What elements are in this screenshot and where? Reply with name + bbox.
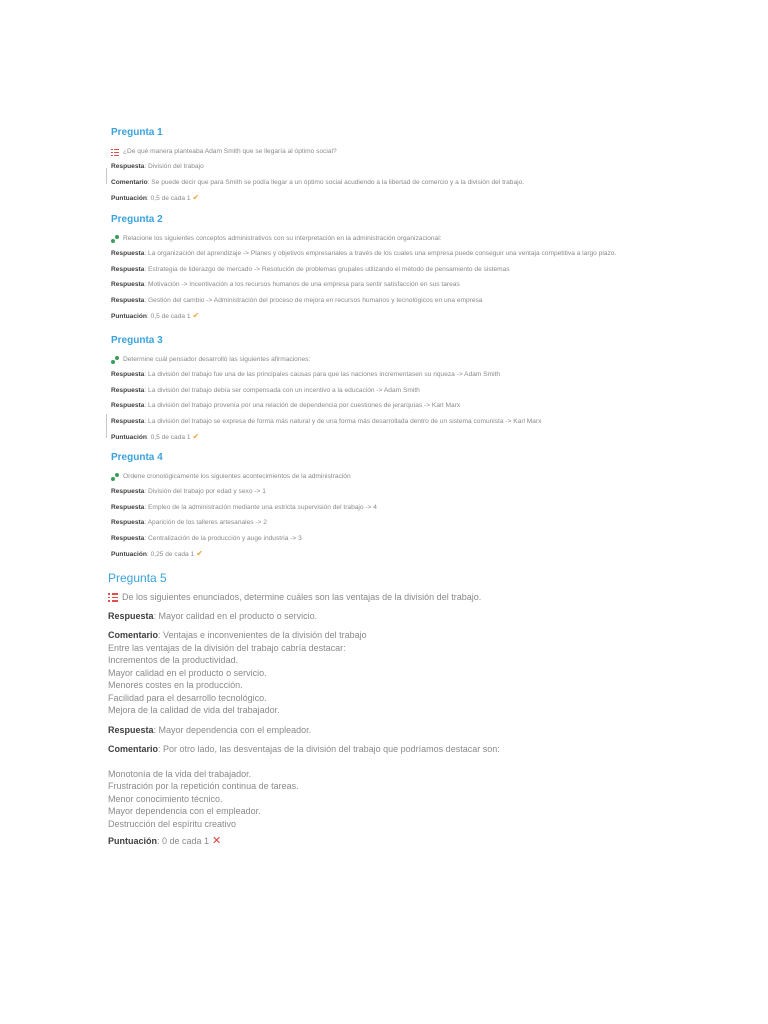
answer-text: : La división del trabajo se expresa de forma más natural y de una forma más desarrollada dentro de un sistema comunista -> Karl Marx (144, 417, 542, 425)
answer-row (111, 383, 671, 398)
answer-label: Respuesta (111, 371, 145, 379)
score-label: Puntuación (111, 195, 147, 203)
question-title: Pregunta 4 (111, 452, 163, 463)
question-2 (111, 213, 671, 324)
comment-label: Comentario (111, 178, 148, 186)
link-icon (111, 356, 119, 364)
link-icon (111, 473, 119, 481)
question-prompt (111, 352, 671, 367)
question-title: Pregunta 5 (108, 571, 167, 585)
answer-row (111, 367, 671, 382)
comment-line: Menores costes en la producción. (108, 680, 243, 690)
answer-row (111, 484, 671, 499)
answer-label: Respuesta (111, 519, 145, 527)
comment-label: Comentario (108, 744, 159, 754)
prompt-text: Determine cuál pensador desarrolló las siguientes afirmaciones: (123, 356, 311, 363)
answer-row (108, 724, 708, 737)
answer-text: : Estrategia de liderazgo de mercado -> Resolución de problemas grupales utilizando el método de pensamiento de sistemas (144, 265, 510, 273)
answer-row (111, 159, 671, 174)
check-icon: ✔ (192, 193, 200, 203)
answer-row (111, 500, 671, 515)
score-label: Puntuación (108, 836, 157, 846)
score-row (111, 308, 671, 324)
cross-icon: ✕ (212, 835, 222, 847)
answer-row (111, 515, 671, 530)
answer-text: : La división del trabajo provenía por una relación de dependencia por cuestiones de jerarquías -> Karl Marx (144, 402, 461, 410)
answer-text: : La organización del aprendizaje -> Planes y objetivos empresariales a través de los cuales una empresa puede conseguir una ventaja competitiva a largo plazo. (144, 250, 617, 258)
answer-label: Respuesta (111, 534, 145, 542)
section-marker (106, 168, 107, 184)
answer-text: : La división del trabajo debía ser compensada con un incentivo a la educación -> Adam Smith (144, 386, 420, 394)
answer-row (111, 414, 671, 429)
comment-line: Frustración por la repetición continua de tareas. (108, 781, 299, 791)
score-text: : 0 de cada 1 (157, 836, 210, 846)
comment-text: : Ventajas e inconvenientes de la división del trabajo (158, 630, 367, 640)
comment-line: Menor conocimiento técnico. (108, 793, 223, 804)
question-title: Pregunta 2 (111, 214, 163, 225)
answer-text: : Mayor dependencia con el empleador. (153, 724, 312, 735)
question-prompt (108, 591, 708, 604)
question-3 (111, 334, 671, 445)
question-title: Pregunta 1 (111, 127, 163, 138)
answer-label: Respuesta (111, 503, 145, 511)
answer-label: Respuesta (111, 402, 145, 410)
comment-line: Destrucción del espíritu creativo (108, 818, 237, 829)
prompt-text: De los siguientes enunciados, determine cuáles son las ventajas de la división del trabajo. (122, 592, 482, 602)
score-label: Puntuación (111, 313, 147, 321)
answer-text: : División del trabajo (144, 163, 204, 171)
answer-label: Respuesta (111, 250, 145, 258)
answer-text: : Empleo de la administración mediante una estricta supervisión del trabajo -> 4 (144, 503, 377, 511)
question-4 (111, 451, 671, 562)
score-text: : 0,5 de cada 1 (146, 313, 191, 321)
comment-line: Mayor dependencia con el empleador. (108, 806, 261, 816)
comment-line: Mayor calidad en el producto o servicio. (108, 667, 267, 678)
list-icon (111, 148, 119, 156)
comment-text: : Por otro lado, las desventajas de la división del trabajo que podríamos destacar son: (158, 744, 500, 754)
prompt-text: Ordene cronológicamente los siguientes acontecimientos de la administración (123, 473, 351, 480)
check-icon: ✔ (196, 549, 203, 559)
score-text: : 0,5 de cada 1 (146, 195, 191, 203)
answer-row (111, 398, 671, 413)
question-1 (111, 126, 671, 207)
answer-row (111, 293, 671, 308)
score-label: Puntuación (111, 551, 147, 559)
comment-line: Mejora de la calidad de vida del trabajador. (108, 705, 280, 715)
answer-text: : La división del trabajo fue una de las principales causas para que las naciones incrementasen su riqueza -> Adam Smith (144, 371, 501, 379)
answer-row (111, 262, 671, 277)
answer-label: Respuesta (111, 265, 145, 273)
list-icon (108, 592, 118, 602)
question-title: Pregunta 3 (111, 335, 163, 346)
link-icon (111, 235, 119, 243)
answer-row (108, 610, 708, 623)
comment-line: Incrementos de la productividad. (108, 655, 239, 665)
score-row (111, 546, 671, 562)
prompt-text: Relacione los siguientes conceptos administrativos con su interpretación en la administración organizacional: (123, 235, 442, 242)
question-prompt (111, 231, 671, 246)
answer-label: Respuesta (111, 163, 145, 171)
section-marker (106, 414, 107, 438)
answer-row (111, 246, 671, 261)
score-text: : 0,25 de cada 1 (146, 551, 195, 559)
answer-label: Respuesta (108, 610, 154, 621)
comment-line: Facilidad para el desarrollo tecnológico. (108, 692, 267, 703)
question-5 (108, 570, 708, 848)
answer-text: : Centralización de la producción y auge industria -> 3 (144, 534, 302, 542)
answer-label: Respuesta (111, 386, 145, 394)
answer-label: Respuesta (111, 296, 145, 304)
comment-row (111, 175, 671, 190)
answer-text: : Motivación -> Incentivación a los recursos humanos de una empresa para sentir satisfacción en sus tareas (144, 281, 460, 289)
question-prompt (111, 469, 671, 484)
comment-label: Comentario (108, 630, 159, 640)
answer-text: : Aparición de los talleres artesanales -> 2 (144, 519, 267, 527)
answer-row (111, 277, 671, 292)
comment-text: : Se puede decir que para Smith se podía llegar a un óptimo social acudiendo a la libertad de comercio y a la división del trabajo. (147, 178, 525, 186)
score-text: : 0,5 de cada 1 (146, 434, 191, 442)
answer-label: Respuesta (108, 724, 154, 735)
comment-row (108, 629, 708, 642)
answer-text: : Mayor calidad en el producto o servicio. (153, 610, 318, 621)
comment-line: Entre las ventajas de la división del trabajo cabría destacar: (108, 642, 346, 653)
score-label: Puntuación (111, 434, 147, 442)
prompt-text: ¿De qué manera planteaba Adam Smith que se llegaría al óptimo social? (123, 148, 337, 155)
question-prompt (111, 144, 671, 159)
answer-text: : División del trabajo por edad y sexo -> 1 (144, 488, 266, 496)
score-row (111, 429, 671, 445)
comment-row (108, 743, 708, 756)
answer-row (111, 531, 671, 546)
check-icon: ✔ (192, 311, 200, 321)
score-row (108, 835, 708, 848)
comment-line: Monotonía de la vida del trabajador. (108, 768, 252, 779)
check-icon: ✔ (192, 432, 200, 442)
answer-label: Respuesta (111, 281, 145, 289)
answer-label: Respuesta (111, 488, 145, 496)
score-row (111, 190, 671, 206)
answer-text: : Gestión del cambio -> Administración del proceso de mejora en recursos humanos y tecnológicos en una empresa (144, 296, 483, 304)
answer-label: Respuesta (111, 417, 145, 425)
